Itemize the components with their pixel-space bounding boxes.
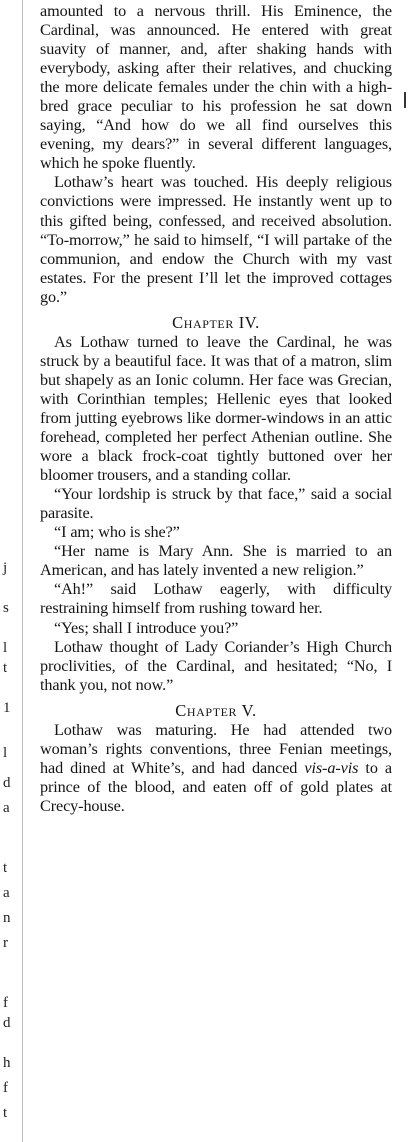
chapter-heading: Chapter IV.: [172, 312, 260, 332]
chapter-heading: Chapter V.: [175, 700, 257, 720]
edge-fragment: f: [3, 995, 8, 1011]
paragraph: “Your lordship is struck by that face,” said a social parasite.: [40, 485, 392, 523]
print-mark: [404, 92, 406, 108]
paragraph: “Ah!” said Lothaw eagerly, with difficulty restraining himself from rushing toward her.: [40, 580, 392, 618]
edge-fragment: s: [3, 600, 9, 616]
paragraph: “I am; who is she?”: [54, 523, 180, 542]
edge-fragment: h: [3, 1055, 11, 1071]
paragraph: As Lothaw turned to leave the Cardinal, he was struck by a beautiful face. It was that of a matron, slim but shapely as an Ionic column. Her face was Grecian, with Corinthian temples; Hellenic eyes that looked from jutting eyebrows like dormer-windows in an attic forehead, completed her perfect Athenian outline. She wore a black frock-coat tightly buttoned over her bloomer trousers, and a standing collar.: [40, 332, 392, 485]
edge-fragment: t: [3, 1105, 8, 1121]
column-rule: [22, 0, 23, 1142]
edge-fragment: a: [3, 800, 10, 816]
edge-fragment: l: [3, 640, 8, 656]
edge-fragment: l: [3, 745, 8, 761]
adjacent-column-fragments: [0, 0, 20, 1142]
paragraph: [40, 721, 392, 816]
paragraph: Lothaw thought of Lady Coriander’s High Church proclivities, of the Cardinal, and hesitated; “No, I thank you, not now.”: [40, 637, 392, 694]
edge-fragment: f: [3, 1080, 8, 1096]
paragraph: Lothaw’s heart was touched. His deeply religious convictions were impressed. He instantly went up to this gifted being, confessed, and received absolution. “To-morrow,” he said to himself, “I will partake of the communion, and endow the Church with my vast estates. For the present I’ll let the improved cottages go.”: [40, 173, 392, 306]
paragraph: amounted to a nervous thrill. His Eminence, the Cardinal, was announced. He entered with great suavity of manner, and, after shaking hands with everybody, asking after their relatives, and chucking the more delicate females under the chin with a high-bred grace peculiar to his profession he sat down saying, “And how do we all find ourselves this evening, my dears?” in several different languages, which he spoke fluently.: [40, 2, 392, 173]
edge-fragment: a: [3, 885, 10, 901]
edge-fragment: j: [3, 560, 8, 576]
paragraph: “Her name is Mary Ann. She is married to an American, and has lately invented a new religion.”: [40, 542, 392, 580]
edge-fragment: 1: [3, 700, 11, 716]
paragraph-text: Lothaw was maturing. He had attended two woman’s rights conventions, three Fenian meetings, had dined at White’s, and had danced: [40, 720, 392, 777]
edge-fragment: d: [3, 775, 11, 791]
edge-fragment: d: [3, 1015, 11, 1031]
edge-fragment: t: [3, 860, 8, 876]
italic-phrase: vis-a-vis: [304, 758, 359, 777]
edge-fragment: t: [3, 660, 8, 676]
article-column: [40, 2, 392, 816]
edge-fragment: n: [3, 910, 11, 926]
edge-fragment: r: [3, 935, 8, 951]
paragraph: “Yes; shall I introduce you?”: [54, 618, 239, 637]
paragraph-text: to a prince of the blood, and eaten off of gold plates at Crecy-house.: [40, 758, 392, 815]
